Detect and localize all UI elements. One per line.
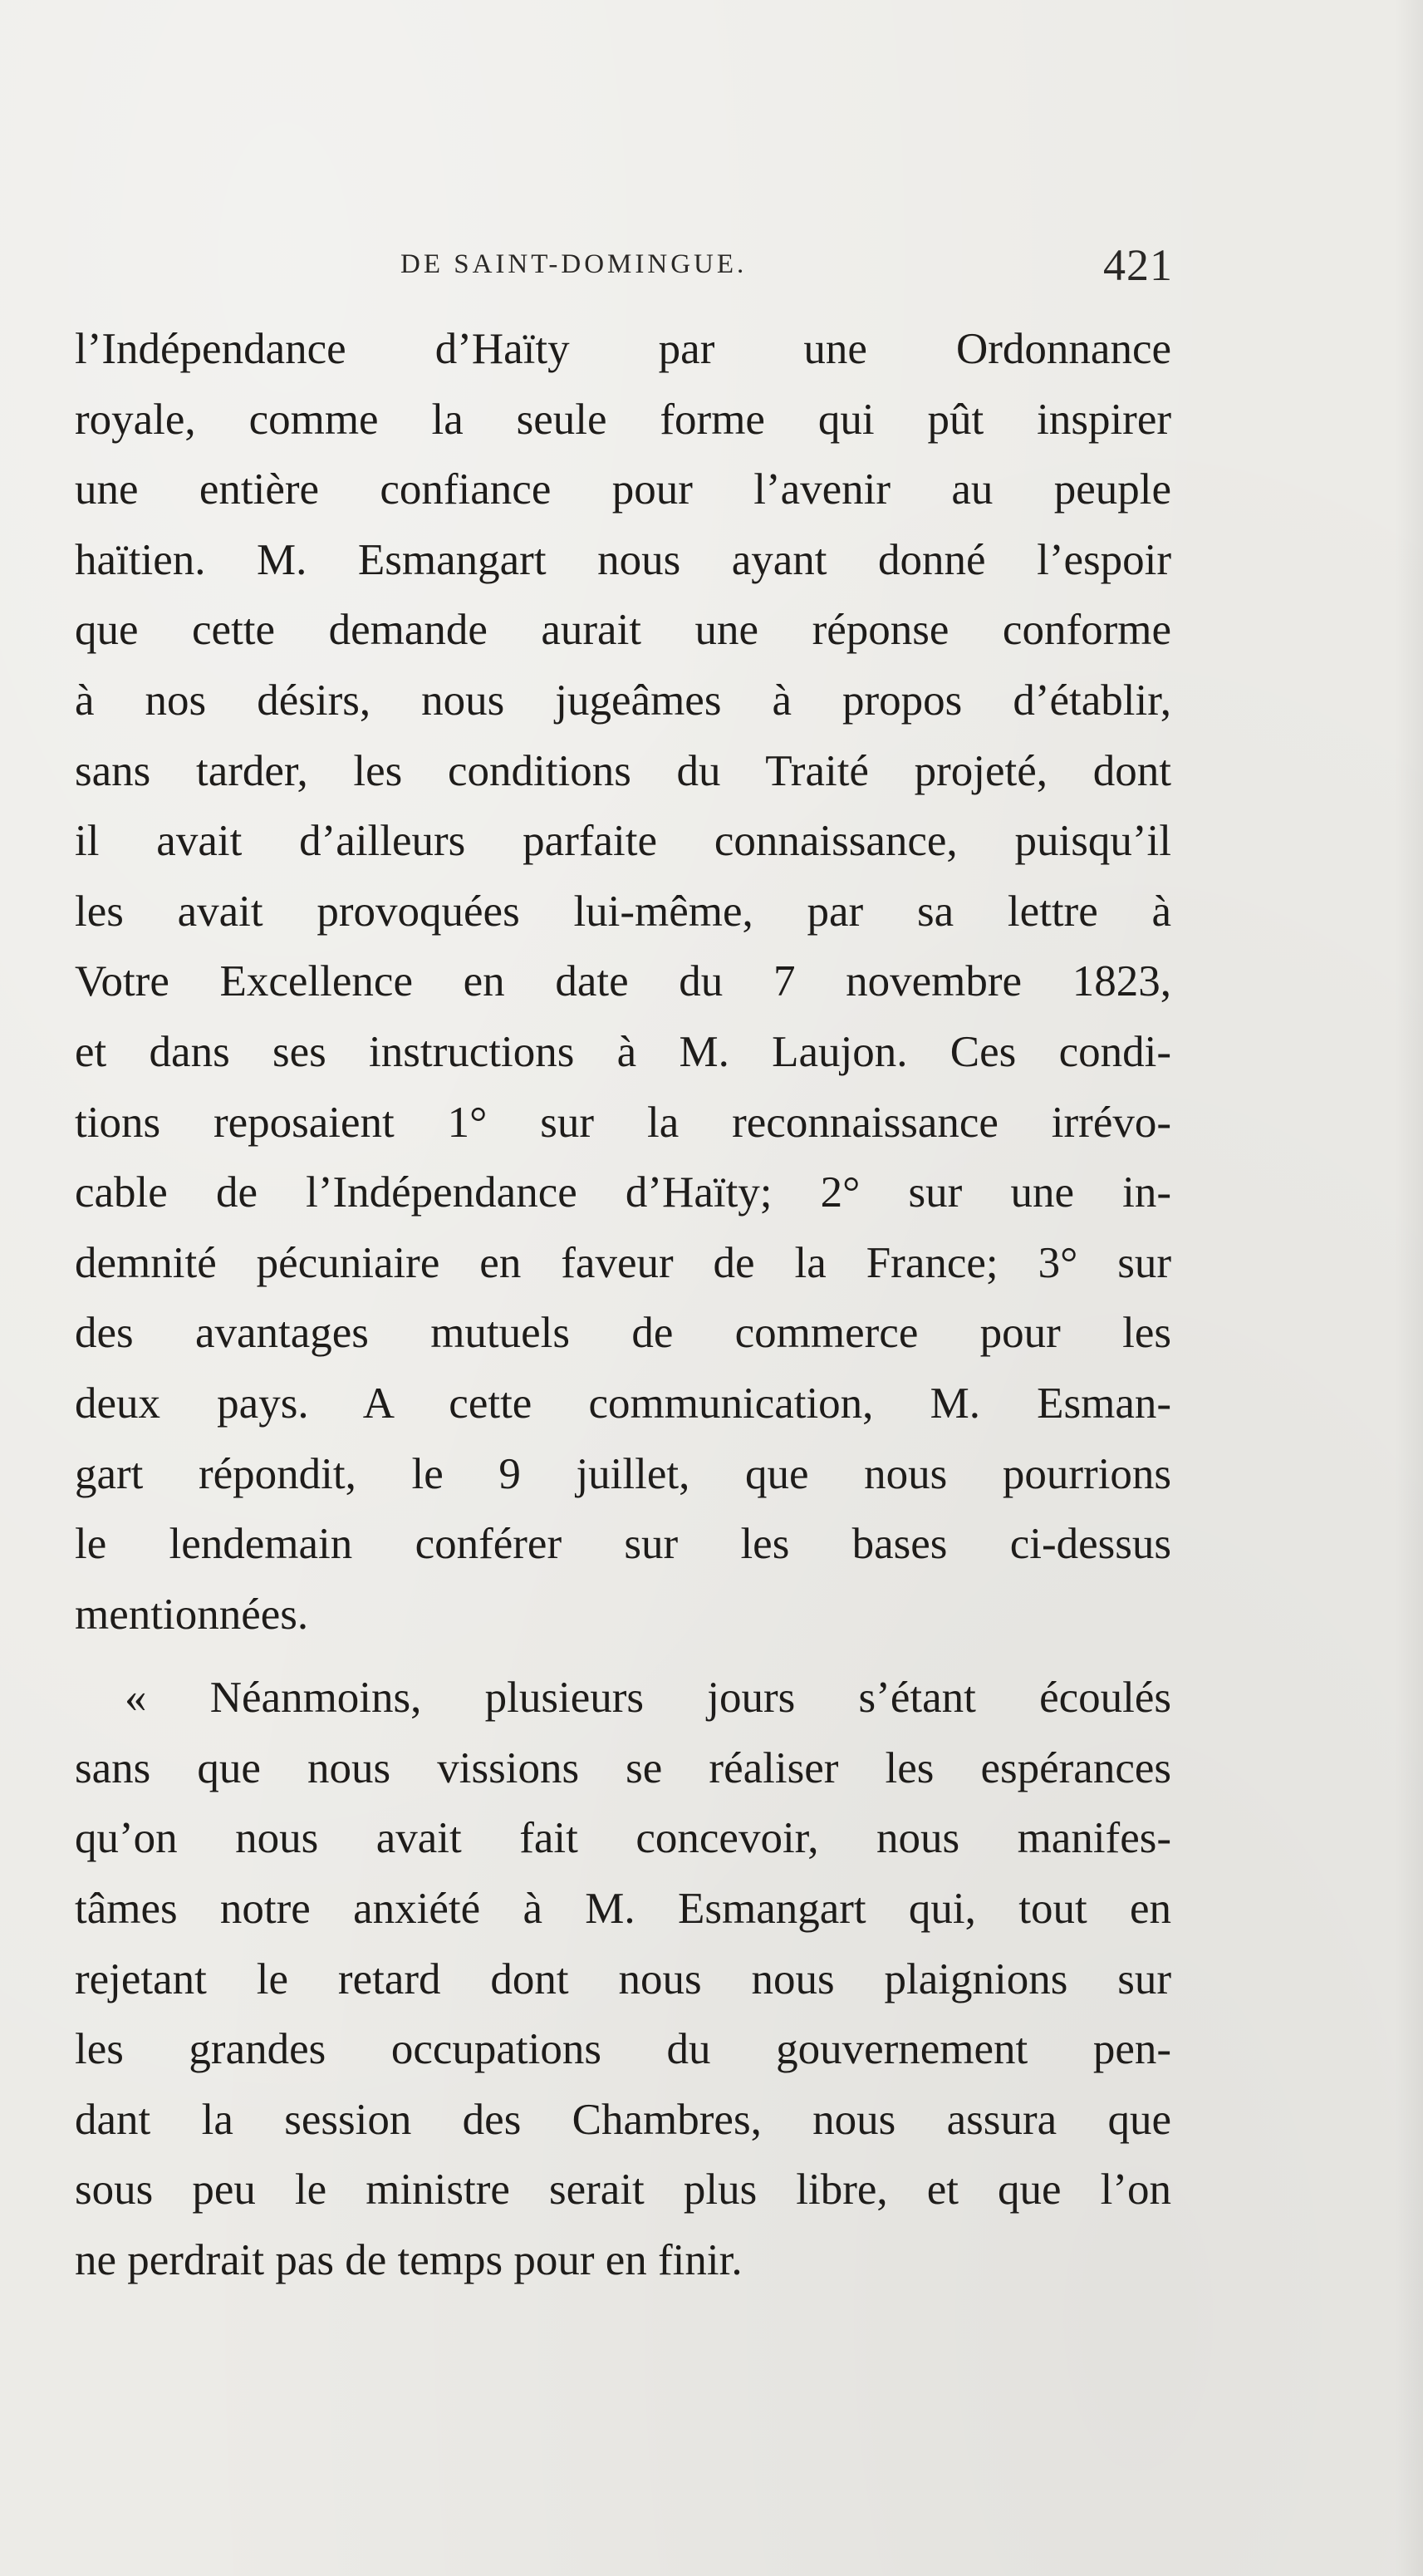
text-line: dant la session des Chambres, nous assura que bbox=[75, 2095, 1171, 2144]
running-head bbox=[75, 239, 1171, 297]
text-line: deux pays. A cette communication, M. Esman- bbox=[75, 1379, 1171, 1428]
text-line: les grandes occupations du gouvernement pen- bbox=[75, 2025, 1171, 2074]
running-head-title: DE SAINT-DOMINGUE. bbox=[400, 249, 748, 279]
text-line: Votre Excellence en date du 7 novembre 1823, bbox=[75, 957, 1171, 1006]
text-line: tions reposaient 1° sur la reconnaissance irrévo- bbox=[75, 1098, 1171, 1147]
text-line: cable de l’Indépendance d’Haïty; 2° sur une in- bbox=[75, 1168, 1171, 1217]
page-edge-shadow bbox=[1395, 0, 1423, 2576]
text-line: une entière confiance pour l’avenir au peuple bbox=[75, 465, 1171, 514]
text-line: rejetant le retard dont nous nous plaignions sur bbox=[75, 1954, 1171, 2003]
paragraph-2 bbox=[75, 1663, 1171, 2295]
text-line: sans tarder, les conditions du Traité projeté, dont bbox=[75, 746, 1171, 795]
paragraph-gap bbox=[75, 1649, 1171, 1663]
paragraph-1 bbox=[75, 314, 1171, 1649]
text-line: le lendemain conférer sur les bases ci-dessus bbox=[75, 1520, 1171, 1569]
text-line: à nos désirs, nous jugeâmes à propos d’établir, bbox=[75, 676, 1171, 725]
text-line: royale, comme la seule forme qui pût inspirer bbox=[75, 395, 1171, 444]
text-line: les avait provoquées lui-même, par sa lettre à bbox=[75, 887, 1171, 936]
text-line: des avantages mutuels de commerce pour les bbox=[75, 1309, 1171, 1358]
text-line: et dans ses instructions à M. Laujon. Ces condi- bbox=[75, 1027, 1171, 1076]
text-line: demnité pécuniaire en faveur de la France; 3° sur bbox=[75, 1238, 1171, 1287]
text-line: que cette demande aurait une réponse conforme bbox=[75, 606, 1171, 655]
text-line: qu’on nous avait fait concevoir, nous manifes- bbox=[75, 1814, 1171, 1863]
text-line: mentionnées. bbox=[75, 1590, 309, 1639]
text-line: sans que nous vissions se réaliser les espérances bbox=[75, 1743, 1171, 1792]
text-line: « Néanmoins, plusieurs jours s’étant écoulés bbox=[125, 1674, 1171, 1723]
body-text bbox=[75, 314, 1171, 2296]
page-number: 421 bbox=[1103, 240, 1173, 290]
text-line: il avait d’ailleurs parfaite connaissance, puisqu’il bbox=[75, 817, 1171, 866]
text-line: gart répondit, le 9 juillet, que nous pourrions bbox=[75, 1449, 1171, 1498]
text-line: l’Indépendance d’Haïty par une Ordonnance bbox=[75, 325, 1171, 373]
text-line: haïtien. M. Esmangart nous ayant donné l’espoir bbox=[75, 535, 1171, 584]
text-line: sous peu le ministre serait plus libre, et que l’on bbox=[75, 2166, 1171, 2215]
text-line: ne perdrait pas de temps pour en finir. bbox=[75, 2236, 743, 2285]
text-line: tâmes notre anxiété à M. Esmangart qui, tout en bbox=[75, 1885, 1171, 1934]
